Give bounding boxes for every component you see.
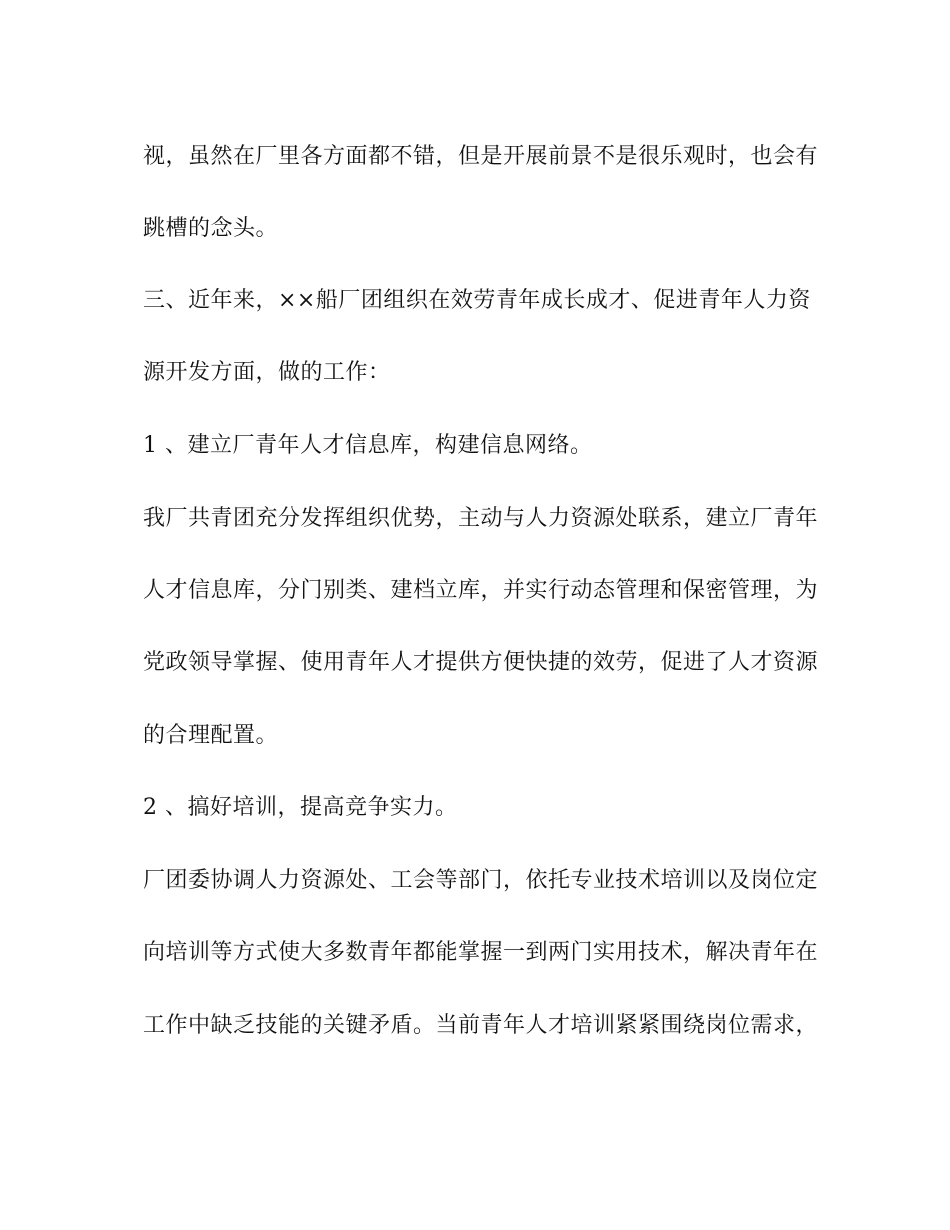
text-line: 视，虽然在厂里各方面都不错，但是开展前景不是很乐观时，也会有	[143, 144, 819, 169]
list-heading: 2 、搞好培训，提高竞争实力。	[143, 795, 458, 820]
text-line: 厂团委协调人力资源处、工会等部门，依托专业技术培训以及岗位定	[143, 868, 819, 893]
text-line: 源开发方面，做的工作：	[143, 360, 391, 385]
text-line: 党政领导掌握、使用青年人才提供方便快捷的效劳，促进了人才资源	[143, 650, 819, 675]
text-line: 工作中缺乏技能的关键矛盾。当前青年人才培训紧紧围绕岗位需求，	[143, 1013, 819, 1038]
text-line: 的合理配置。	[143, 723, 279, 748]
text-line: 三、近年来，××船厂团组织在效劳青年成长成才、促进青年人力资	[143, 288, 811, 313]
list-heading: 1 、建立厂青年人才信息库，构建信息网络。	[143, 433, 593, 458]
text-line: 向培训等方式使大多数青年都能掌握一到两门实用技术，解决青年在	[143, 940, 819, 965]
text-line: 跳槽的念头。	[143, 216, 279, 241]
text-line: 人才信息库，分门别类、建档立库，并实行动态管理和保密管理，为	[143, 578, 819, 603]
text-line: 我厂共青团充分发挥组织优势，主动与人力资源处联系，建立厂青年	[143, 506, 819, 531]
